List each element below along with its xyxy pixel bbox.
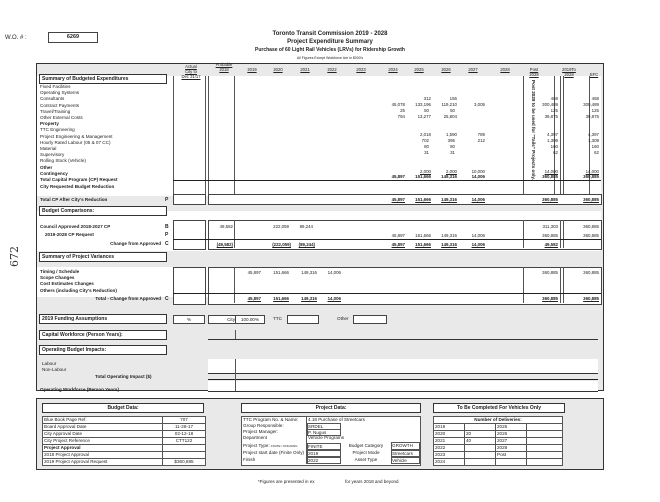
row-letter-p: P — [165, 232, 169, 238]
cell: 360,885 — [583, 197, 599, 202]
cell: 468 — [591, 96, 599, 101]
department-value: Vehicle Programs — [308, 435, 345, 440]
asset-type-label: Asset Type — [354, 457, 378, 462]
delivery-year: 2028 — [496, 445, 527, 452]
row-supervisory: Supervisory — [40, 152, 65, 158]
divider — [208, 339, 598, 340]
row-letter-p: P — [165, 197, 169, 203]
funding-city-label: City — [208, 315, 237, 324]
cell: 160 — [550, 144, 558, 149]
operating-workforce-area — [208, 381, 598, 391]
divider — [560, 267, 561, 303]
budget-value: 11-28-17 — [163, 424, 206, 431]
cell: 119,210 — [441, 102, 457, 107]
divider — [205, 76, 206, 196]
col-2022: 2022 — [327, 67, 337, 72]
col-2026: 2026 — [441, 67, 451, 72]
report-subtitle: Project Expenditure Summary — [287, 39, 373, 45]
budget-value: $360,885 — [163, 459, 206, 466]
project-type-sub: FINITE / ONGOING — [271, 444, 298, 448]
cell: 300,489 — [542, 102, 558, 107]
table-row — [434, 431, 563, 438]
divider — [523, 76, 524, 196]
col-actual-line2: City to — [185, 69, 197, 74]
row-other: Other — [40, 164, 53, 170]
cell: 89,244 — [299, 224, 313, 229]
row-change-from-approved: Change from Approved — [110, 241, 161, 246]
divider — [208, 76, 209, 196]
col-probable-line2: 2018 — [219, 67, 229, 72]
details-panel — [36, 398, 604, 470]
project-type-value: FINITE — [307, 443, 341, 450]
col-probable — [210, 62, 238, 72]
cell: 2,018 — [420, 132, 431, 137]
row-property: Property — [40, 121, 59, 127]
table-row — [434, 445, 563, 452]
table-row — [43, 459, 206, 466]
project-type-label — [243, 443, 298, 449]
cell: 45,897 — [247, 296, 261, 301]
cell: 360,885 — [542, 296, 558, 301]
cell: 45,078 — [391, 102, 405, 107]
cell: 151,666 — [415, 174, 431, 179]
cell: 149,316 — [441, 174, 457, 179]
section-operating-budget-header: Operating Budget Impacts: — [39, 345, 167, 355]
budget-value: 02-12-18 — [163, 431, 206, 438]
cell-box — [173, 267, 206, 305]
delivery-year: 2022 — [434, 445, 465, 452]
funding-percent-label: % — [173, 315, 205, 324]
delivery-count[interactable] — [527, 431, 563, 438]
operating-input-area — [208, 359, 598, 373]
col-post — [523, 67, 545, 77]
delivery-year: 2020 — [434, 431, 465, 438]
cell: 360,885 — [542, 233, 558, 238]
project-data-box — [241, 416, 421, 466]
cell: 360,885 — [583, 296, 599, 301]
cell: 13,277 — [417, 114, 431, 119]
table-row — [434, 438, 563, 445]
cell: 50 — [450, 108, 455, 113]
cell: 789 — [477, 132, 485, 137]
table-row — [43, 424, 206, 431]
delivery-year: Post — [496, 452, 527, 459]
cell: (89,244) — [298, 242, 315, 247]
row-scope: Scope Changes — [40, 275, 75, 281]
section-summary-header: Summary of Budgeted Expenditures — [39, 74, 167, 84]
budget-category-label: Budget Category — [348, 443, 384, 448]
row-rolling-stock: Rolling Stock (Vehicle) — [40, 158, 86, 164]
delivery-year: 2019 — [434, 424, 465, 431]
divider — [173, 76, 174, 196]
divider — [234, 220, 235, 248]
cell: 360,885 — [542, 174, 558, 179]
cell: 1,309 — [588, 138, 599, 143]
delivery-count[interactable] — [527, 438, 563, 445]
budget-value: CTT122 — [163, 438, 206, 445]
row-contract-payments: Contract Payments — [40, 102, 80, 108]
group-label: Group Responsible: — [243, 423, 284, 428]
cell: 1,309 — [547, 138, 558, 143]
cell: 360,885 — [583, 270, 599, 275]
col-actual-line3: Dec 31/17 — [181, 74, 201, 79]
budget-label: 2019 Project Approval Request — [43, 459, 163, 466]
cell: 212 — [477, 138, 485, 143]
col-efc: EFC — [589, 72, 599, 77]
divider — [523, 220, 524, 248]
cell: 360,885 — [583, 224, 599, 229]
cell: 156 — [449, 96, 457, 101]
cell-box — [173, 220, 206, 250]
wo-number-field[interactable]: 6269 — [48, 32, 98, 43]
divider — [560, 76, 561, 196]
cell: 160 — [591, 144, 599, 149]
divider — [234, 267, 235, 303]
col-actual — [173, 64, 209, 79]
funding-city-field[interactable]: 100.00% — [235, 315, 265, 324]
funding-ttc-label: TTC — [273, 316, 282, 321]
start-date-label: Project start date (Finite Only) — [243, 450, 305, 455]
divider — [563, 220, 564, 248]
cell: 360,885 — [542, 270, 558, 275]
divider — [235, 359, 236, 391]
cell: 702 — [421, 138, 429, 143]
cell: 300,489 — [583, 102, 599, 107]
table-row — [434, 459, 563, 466]
cell: 45,897 — [391, 233, 405, 238]
cell-box — [173, 194, 206, 205]
col-2020: 2020 — [273, 67, 283, 72]
cell: (49,582) — [216, 242, 233, 247]
row-timing: Timing / Schedule — [40, 269, 80, 274]
cell: 151,666 — [273, 296, 289, 301]
cell: 151,666 — [415, 233, 431, 238]
divider — [208, 373, 598, 374]
row-total-operating-impact: Total Operating Impact ($) — [95, 374, 152, 379]
row-consultants: Consultants — [40, 96, 65, 102]
row-operating-systems: Operating Systems — [40, 90, 80, 96]
expenditure-summary-panel — [36, 63, 604, 391]
divider — [560, 220, 561, 248]
cell: 14,006 — [471, 174, 485, 179]
delivery-year: 2021 — [434, 438, 465, 445]
funding-ttc-field[interactable] — [287, 315, 319, 324]
cell: 25 — [400, 108, 405, 113]
cell: 151,666 — [415, 197, 431, 202]
footer-note-right: for years 2018 and beyond — [345, 479, 399, 484]
divider — [523, 267, 524, 303]
col-2023: 2023 — [356, 67, 366, 72]
row-total-change: Total - Change from Approved — [95, 296, 161, 301]
row-travel-training: Travel/Training — [40, 108, 71, 114]
section-comparisons-header: Budget Comparisons: — [39, 206, 167, 216]
delivery-count[interactable] — [527, 445, 563, 452]
delivery-year: 2027 — [496, 438, 527, 445]
divider — [563, 76, 564, 196]
col-probable-line1: Probable — [215, 62, 233, 67]
manager-label: Project Manager: — [243, 429, 278, 434]
delivery-count[interactable]: 40 — [465, 438, 496, 445]
cell: 80 — [424, 144, 429, 149]
col-total-line1: 2019To — [562, 67, 576, 72]
cell: 468 — [550, 96, 558, 101]
divider — [173, 239, 601, 240]
delivery-year: 2025 — [496, 424, 527, 431]
budget-label: Board Approval Date — [43, 424, 163, 431]
delivery-year: 2024 — [434, 459, 465, 466]
cell: 149,316 — [441, 242, 457, 247]
cell: 2,000 — [446, 169, 457, 174]
wo-label: W.O. # : — [5, 35, 27, 41]
cell: 45,897 — [247, 270, 261, 275]
col-2019: 2019 — [247, 67, 257, 72]
post-2028-note: Post 2028 to be used for "Tails" Projects only. — [531, 80, 536, 180]
cell: 149,316 — [441, 197, 457, 202]
row-contingency: Contingency — [40, 170, 68, 176]
program-label: TTC Program No. & Name: — [243, 417, 299, 422]
row-labour: Labour — [42, 361, 57, 366]
row-total-after-reduction: Total CP After City's Reduction — [40, 197, 108, 202]
section-capital-workforce-header: Capital Workforce (Person Years): — [39, 330, 167, 340]
project-name: Purchase of 60 Light Rail Vehicles (LRVs) for Ridership Growth — [255, 47, 405, 53]
budget-label: City Approval Date — [43, 431, 163, 438]
delivery-count[interactable] — [527, 452, 563, 459]
budget-value — [163, 452, 206, 459]
row-total-cp: Total Capital Program (CP) Request — [40, 177, 118, 183]
cell: 4,397 — [588, 132, 599, 137]
start-date-value: 2019 — [307, 450, 341, 457]
deliveries-table — [433, 416, 563, 466]
cell: 14,000 — [585, 169, 599, 174]
cell: 125 — [550, 108, 558, 113]
delivery-count[interactable] — [465, 424, 496, 431]
project-mode-value: Streetcars — [391, 450, 420, 457]
cell: 14,006 — [471, 197, 485, 202]
col-2024: 2024 — [388, 67, 398, 72]
delivery-count[interactable] — [527, 459, 563, 466]
cell: 149,316 — [301, 270, 317, 275]
delivery-year: 2026 — [496, 431, 527, 438]
budget-value: 707 — [163, 417, 206, 424]
cell: 151,666 — [273, 270, 289, 275]
table-row — [434, 452, 563, 459]
department-label: Department — [243, 435, 268, 440]
row-ttc-engineering: TTC Engineering — [40, 127, 75, 133]
finish-label: Finish — [243, 457, 256, 462]
cell: 149,316 — [301, 296, 317, 301]
delivery-count[interactable]: 20 — [465, 431, 496, 438]
cell: (222,059) — [272, 242, 291, 247]
budget-label: 2018 Project Approval — [43, 452, 163, 459]
cell: 14,006 — [327, 270, 341, 275]
row-cp-request: 2019-2028 CP Request — [45, 232, 94, 237]
budget-category-value: GROWTH — [391, 442, 420, 450]
cell: 31 — [424, 150, 429, 155]
figures-note: All Figures Except Workforce Are in $000's — [296, 56, 364, 60]
cell: 62 — [594, 150, 599, 155]
variance-row-labels — [40, 269, 117, 294]
manager-value: P. Nugus — [307, 429, 341, 436]
col-2027: 2027 — [468, 67, 478, 72]
cell: 80 — [450, 144, 455, 149]
handwritten-note: 672 — [8, 246, 21, 267]
divider — [208, 379, 598, 380]
divider — [563, 267, 564, 303]
cell: 2,000 — [420, 169, 431, 174]
col-post-line1: Post — [529, 67, 539, 72]
cell: 39,875 — [544, 114, 558, 119]
table-row — [434, 424, 563, 431]
row-city-reduction: City Requested Budget Reduction — [40, 184, 115, 189]
col-total-line2: 2028 — [564, 72, 574, 77]
cell: 45,897 — [391, 242, 405, 247]
cell: 125 — [591, 108, 599, 113]
cell: 45,897 — [391, 197, 405, 202]
col-2025: 2025 — [414, 67, 424, 72]
table-row — [43, 452, 206, 459]
cell: 14,006 — [471, 242, 485, 247]
row-letter-c: C — [165, 241, 169, 247]
delivery-year — [496, 459, 527, 466]
cell: 49,582 — [544, 242, 558, 247]
cell: 794 — [397, 114, 405, 119]
divider — [208, 391, 598, 392]
report-title: Toronto Transit Commission 2019 - 2028 — [272, 31, 388, 37]
row-others: Others (including City's Reduction) — [40, 287, 117, 293]
finish-value: 2022 — [307, 457, 341, 464]
col-post-line2: 2028 — [529, 72, 539, 77]
row-letter-b: B — [165, 224, 169, 230]
budget-label: Project Approval — [43, 445, 163, 452]
table-row — [43, 438, 206, 445]
cell: 4,397 — [547, 132, 558, 137]
delivery-count[interactable] — [465, 459, 496, 466]
table-header-row — [434, 417, 563, 424]
divider — [173, 293, 601, 294]
section-variances-header: Summary of Project Variances — [39, 252, 167, 262]
cell: 25,804 — [443, 114, 457, 119]
cell: 49,582 — [219, 224, 233, 229]
table-row — [43, 417, 206, 424]
cell: 31 — [450, 150, 455, 155]
col-actual-line1: Actual — [185, 64, 197, 69]
cell: 14,006 — [327, 296, 341, 301]
group-value: SRDEL — [307, 423, 341, 430]
program-value: 4.18 Purchase of Streetcars — [308, 417, 365, 422]
divider — [234, 76, 235, 196]
delivery-count[interactable] — [465, 445, 496, 452]
cell: 14,006 — [471, 233, 485, 238]
project-type-text: Project Type: — [243, 443, 270, 448]
row-letter-c: C — [165, 296, 169, 302]
table-row — [43, 445, 206, 452]
budget-label: Blue Book Page Ref. — [43, 417, 163, 424]
delivery-year: 2023 — [434, 452, 465, 459]
row-operating-workforce: Operating Workforce (Person Years) — [40, 387, 119, 392]
cell: 14,000 — [544, 169, 558, 174]
funding-other-field[interactable] — [353, 315, 387, 324]
delivery-count[interactable] — [527, 424, 563, 431]
section-funding-header: 2019 Funding Assumptions — [39, 314, 167, 324]
col-2021: 2021 — [300, 67, 310, 72]
cell: 360,885 — [542, 197, 558, 202]
vehicles-header: To Be Completed For Vehicles Only — [433, 403, 565, 413]
row-council-approved: Council Approved 2018-2027 CP — [40, 224, 111, 229]
cell: 395 — [447, 138, 455, 143]
row-cost-estimates: Cost Estimates Changes — [40, 281, 94, 287]
footer-note-left: *Figures are presented in ex — [258, 479, 315, 484]
row-other-external: Other External Costs — [40, 115, 83, 121]
table-row — [43, 431, 206, 438]
project-data-header: Project Data: — [241, 403, 421, 413]
funding-other-label: Other — [337, 316, 349, 321]
cell: 360,885 — [583, 174, 599, 179]
cell: 62 — [553, 150, 558, 155]
budget-data-table — [42, 416, 206, 466]
divider — [235, 330, 236, 339]
cell: 10,000 — [471, 169, 485, 174]
cell: 1,590 — [446, 132, 457, 137]
col-2028: 2028 — [500, 67, 510, 72]
row-project-engineering: Project Engineering & Management — [40, 133, 113, 139]
cell: 133,196 — [415, 102, 431, 107]
cell: 222,059 — [273, 224, 289, 229]
cell: 50 — [424, 108, 429, 113]
cell: 45,897 — [391, 174, 405, 179]
budget-value — [163, 445, 206, 452]
row-material: Material — [40, 146, 57, 152]
row-fixed-facilities: Fixed Facilities — [40, 84, 71, 89]
summary-row-labels — [40, 84, 170, 183]
deliveries-title: Number of Deliveries: — [434, 417, 563, 424]
budget-data-header: Budget Data: — [42, 403, 204, 413]
cell: 312 — [423, 96, 431, 101]
project-mode-label: Project Mode — [352, 450, 380, 455]
asset-type-value: Vehicle — [391, 457, 420, 464]
divider — [173, 180, 601, 181]
row-hourly-labour: Hourly Rated Labour (05 & 07 CC) — [40, 139, 111, 145]
cell: 149,316 — [441, 233, 457, 238]
row-non-labour: Non-Labour — [42, 367, 67, 372]
budget-label: City Project Reference — [43, 438, 163, 445]
cell: 311,303 — [542, 224, 558, 229]
cell: 360,885 — [583, 233, 599, 238]
delivery-count[interactable] — [465, 452, 496, 459]
cell: 39,875 — [585, 114, 599, 119]
cell: 3,005 — [474, 102, 485, 107]
cell: 151,666 — [415, 242, 431, 247]
